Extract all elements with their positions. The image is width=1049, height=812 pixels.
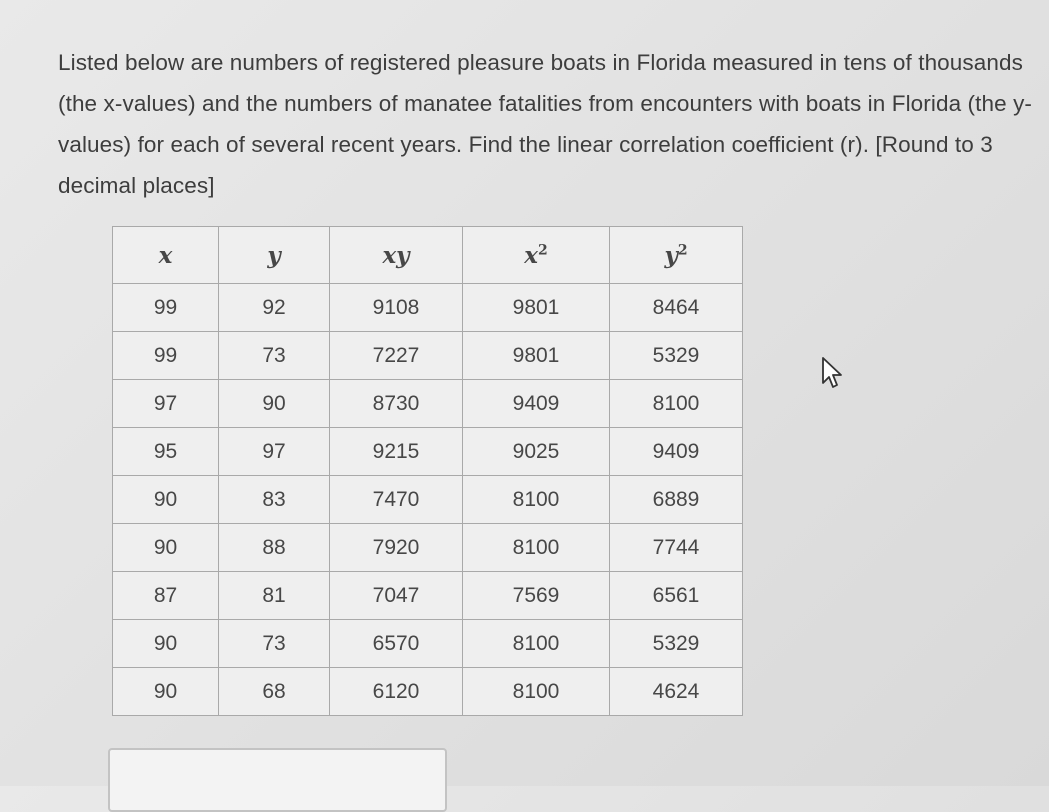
cell-x-squared: 8100 [463, 668, 610, 716]
table-row [113, 476, 743, 524]
cell-y-squared: 7744 [610, 524, 743, 572]
cell-y: 97 [219, 428, 330, 476]
header-x-squared: $x^2$ [463, 227, 610, 284]
cell-y: 81 [219, 572, 330, 620]
cell-y: 88 [219, 524, 330, 572]
table-row [113, 380, 743, 428]
cell-x-squared: 8100 [463, 620, 610, 668]
table-row [113, 668, 743, 716]
cell-y: 90 [219, 380, 330, 428]
cell-xy: 9215 [330, 428, 463, 476]
cell-xy: 9108 [330, 284, 463, 332]
answer-input[interactable] [108, 748, 447, 812]
mouse-pointer-icon [820, 356, 846, 392]
cell-xy: 7470 [330, 476, 463, 524]
cell-x: 99 [113, 332, 219, 380]
cell-xy: 6120 [330, 668, 463, 716]
cell-x-squared: 8100 [463, 524, 610, 572]
question-text: Listed below are numbers of registered pleasure boats in Florida measured in tens of thousands (the x-values) and the numbers of manatee fatalities from encounters with boats in Florida (the y-values) for each of several recent years. Find the linear correlation coefficient (r). [Round to 3 decimal places] [58, 50, 1033, 198]
cell-x: 87 [113, 572, 219, 620]
cell-y-squared: 6889 [610, 476, 743, 524]
cell-xy: 6570 [330, 620, 463, 668]
cell-x: 99 [113, 284, 219, 332]
cell-x: 90 [113, 524, 219, 572]
header-y: y [219, 227, 330, 284]
table-row [113, 332, 743, 380]
cell-x-squared: 8100 [463, 476, 610, 524]
table-row [113, 428, 743, 476]
cell-y: 83 [219, 476, 330, 524]
table-row [113, 572, 743, 620]
cell-y-squared: 5329 [610, 332, 743, 380]
cell-y: 73 [219, 332, 330, 380]
cell-y-squared: 9409 [610, 428, 743, 476]
table-header-row [113, 227, 743, 284]
table-row [113, 524, 743, 572]
cell-x: 90 [113, 620, 219, 668]
table-row [113, 620, 743, 668]
cell-y-squared: 8100 [610, 380, 743, 428]
cell-y-squared: 6561 [610, 572, 743, 620]
table-row [113, 284, 743, 332]
cell-y-squared: 5329 [610, 620, 743, 668]
header-x: x [113, 227, 219, 284]
cell-x: 95 [113, 428, 219, 476]
cell-y: 73 [219, 620, 330, 668]
cell-x: 90 [113, 668, 219, 716]
cell-y-squared: 8464 [610, 284, 743, 332]
cell-x-squared: 7569 [463, 572, 610, 620]
cell-x: 97 [113, 380, 219, 428]
cell-y: 68 [219, 668, 330, 716]
cell-xy: 8730 [330, 380, 463, 428]
cell-xy: 7920 [330, 524, 463, 572]
header-y-squared: $y^2$ [610, 227, 743, 284]
cell-x-squared: 9409 [463, 380, 610, 428]
cell-x-squared: 9801 [463, 284, 610, 332]
cell-y-squared: 4624 [610, 668, 743, 716]
cell-x: 90 [113, 476, 219, 524]
cell-x-squared: 9801 [463, 332, 610, 380]
cell-y: 92 [219, 284, 330, 332]
data-table [112, 226, 743, 716]
cell-x-squared: 9025 [463, 428, 610, 476]
cell-xy: 7227 [330, 332, 463, 380]
header-xy: xy [330, 227, 463, 284]
cell-xy: 7047 [330, 572, 463, 620]
